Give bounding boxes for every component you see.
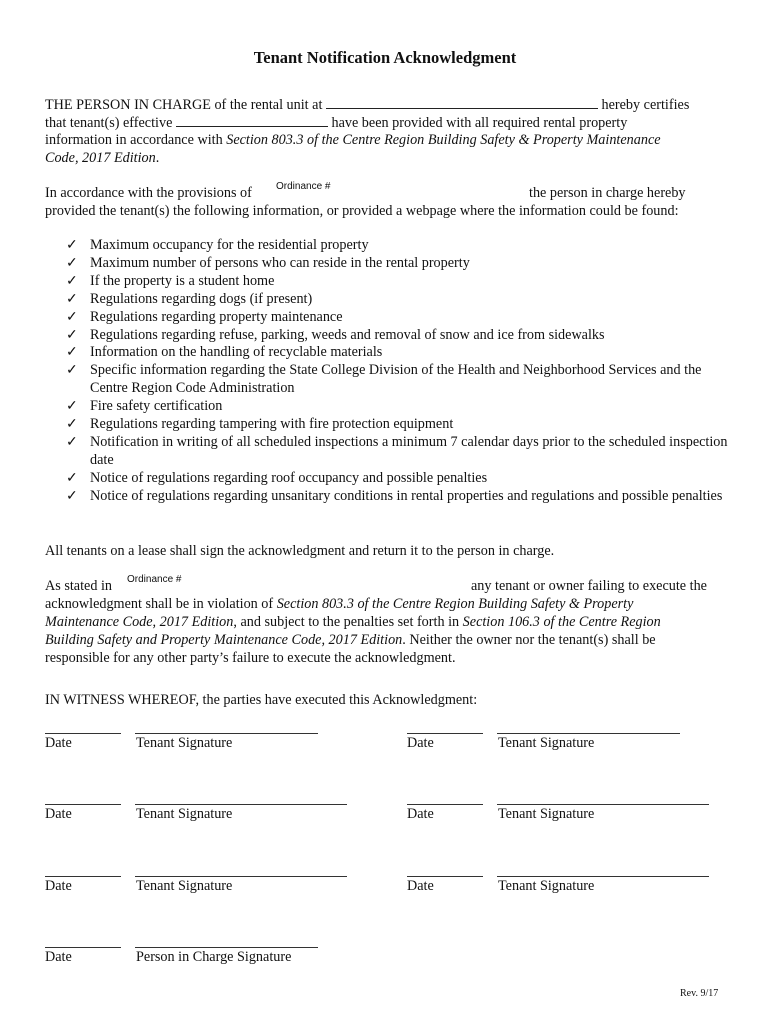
certification-line-2 — [45, 113, 627, 132]
checklist-item: ✓ Specific information regarding the State College Division of the Health and Neighborhood Services and the Centre Region Code Administration — [66, 362, 702, 397]
checklist-item: ✓ If the property is a student home — [66, 272, 275, 289]
checkmark-icon: ✓ — [66, 290, 78, 307]
tenant-signature-line[interactable] — [497, 733, 680, 734]
tenant-signature-label: Tenant Signature — [498, 735, 595, 751]
date-label: Date — [407, 878, 434, 894]
rental-unit-address-field[interactable] — [326, 95, 598, 109]
ordinance-label-2: Ordinance # — [127, 574, 182, 585]
requirements-checklist — [66, 237, 736, 506]
checklist-item: ✓ Notice of regulations regarding unsanitary conditions in rental properties and regulations and possible penalties — [66, 487, 723, 504]
certification-line-4 — [45, 149, 159, 167]
checkmark-icon: ✓ — [66, 487, 78, 504]
checkmark-icon: ✓ — [66, 469, 78, 486]
witness-text: IN WITNESS WHEREOF, the parties have executed this Acknowledgment: — [45, 692, 478, 708]
code-reference: Section 803.3 of the Centre Region Building Safety & Property Maintenance — [226, 132, 661, 148]
checklist-item: ✓ Fire safety certification — [66, 398, 223, 415]
date-line[interactable] — [45, 733, 121, 734]
ordinance-number-field-2[interactable] — [123, 573, 463, 595]
date-label: Date — [45, 735, 72, 751]
certification-text-1: THE PERSON IN CHARGE of the rental unit at — [45, 97, 323, 113]
date-line[interactable] — [407, 876, 483, 877]
provided-text: have been provided with all required rental property — [331, 115, 628, 131]
date-label: Date — [407, 735, 434, 751]
tenant-signature-label: Tenant Signature — [136, 735, 233, 751]
ordinance-number-field-1[interactable] — [272, 180, 522, 202]
provisions-text: In accordance with the provisions of — [45, 185, 252, 201]
tenant-signature-label: Tenant Signature — [136, 806, 233, 822]
tenant-signature-line[interactable] — [497, 804, 709, 805]
document-title: Tenant Notification Acknowledgment — [253, 48, 517, 67]
person-in-charge-text: the person in charge hereby — [529, 185, 686, 201]
date-line[interactable] — [407, 804, 483, 805]
revision-label: Rev. 9/17 — [680, 988, 719, 999]
effective-text: that tenant(s) effective — [45, 115, 173, 131]
date-line[interactable] — [407, 733, 483, 734]
tenant-signature-line[interactable] — [135, 733, 318, 734]
tenant-signature-label: Tenant Signature — [498, 806, 595, 822]
date-label: Date — [45, 806, 72, 822]
checkmark-icon: ✓ — [66, 326, 78, 343]
checkmark-icon: ✓ — [66, 344, 78, 361]
checkmark-icon: ✓ — [66, 272, 78, 289]
checklist-item: ✓ Maximum occupancy for the residential property — [66, 237, 369, 253]
tenants-sign-text: All tenants on a lease shall sign the acknowledgment and return it to the person in charge. — [45, 543, 555, 559]
date-label: Date — [407, 806, 434, 822]
date-line[interactable] — [45, 947, 121, 948]
checklist-item: ✓ Notification in writing of all scheduled inspections a minimum 7 calendar days prior to the scheduled inspection date — [66, 433, 728, 468]
violation-line-1: acknowledgment shall be in violation of Section 803.3 of the Centre Region Building Safety & Property — [45, 596, 634, 612]
tenant-signature-label: Tenant Signature — [498, 878, 595, 894]
checkmark-icon: ✓ — [66, 416, 78, 433]
certification-line-1 — [45, 95, 689, 114]
tenant-signature-line[interactable] — [135, 804, 347, 805]
checklist-item: ✓ Regulations regarding dogs (if present) — [66, 290, 313, 307]
certification-text-2: hereby certifies — [601, 97, 690, 113]
tenant-signature-line[interactable] — [497, 876, 709, 877]
person-in-charge-signature-line[interactable] — [135, 947, 318, 948]
person-in-charge-signature-label: Person in Charge Signature — [136, 949, 292, 965]
code-edition: Code, 2017 Edition — [45, 150, 156, 166]
violation-line-2: Maintenance Code, 2017 Edition, and subject to the penalties set forth in Section 106.3 of the Centre Region — [45, 614, 661, 630]
checkmark-icon: ✓ — [66, 398, 78, 415]
checklist-item: ✓ Information on the handling of recyclable materials — [66, 344, 383, 361]
effective-date-field[interactable] — [176, 113, 328, 127]
checkmark-icon: ✓ — [66, 308, 78, 325]
period: . — [155, 150, 160, 166]
checklist-item: ✓ Regulations regarding refuse, parking, weeds and removal of snow and ice from sidewalks — [66, 326, 605, 343]
provided-info-text: provided the tenant(s) the following information, or provided a webpage where the information could be found: — [45, 203, 679, 219]
date-label: Date — [45, 949, 72, 965]
certification-line-3 — [45, 131, 661, 149]
checklist-item: ✓ Regulations regarding tampering with fire protection equipment — [66, 416, 454, 433]
accordance-text: information in accordance with — [45, 132, 227, 148]
checklist-item: ✓ Notice of regulations regarding roof occupancy and possible penalties — [66, 469, 488, 486]
tenant-signature-label: Tenant Signature — [136, 878, 233, 894]
date-label: Date — [45, 878, 72, 894]
checkmark-icon: ✓ — [66, 433, 78, 450]
checklist-item: ✓ Maximum number of persons who can reside in the rental property — [66, 254, 470, 271]
failing-text: any tenant or owner failing to execute the — [471, 578, 707, 594]
checkmark-icon: ✓ — [66, 254, 78, 271]
date-line[interactable] — [45, 804, 121, 805]
violation-line-3: Building Safety and Property Maintenance Code, 2017 Edition. Neither the owner nor the tenant(s) shall be — [45, 632, 656, 648]
checklist-item: ✓ Regulations regarding property maintenance — [66, 308, 343, 325]
violation-line-4: responsible for any other party’s failure to execute the acknowledgment. — [45, 650, 456, 666]
as-stated-text: As stated in — [45, 578, 112, 594]
date-line[interactable] — [45, 876, 121, 877]
checkmark-icon: ✓ — [66, 362, 78, 379]
checkmark-icon: ✓ — [66, 237, 78, 253]
ordinance-label-1: Ordinance # — [276, 181, 331, 192]
tenant-signature-line[interactable] — [135, 876, 347, 877]
